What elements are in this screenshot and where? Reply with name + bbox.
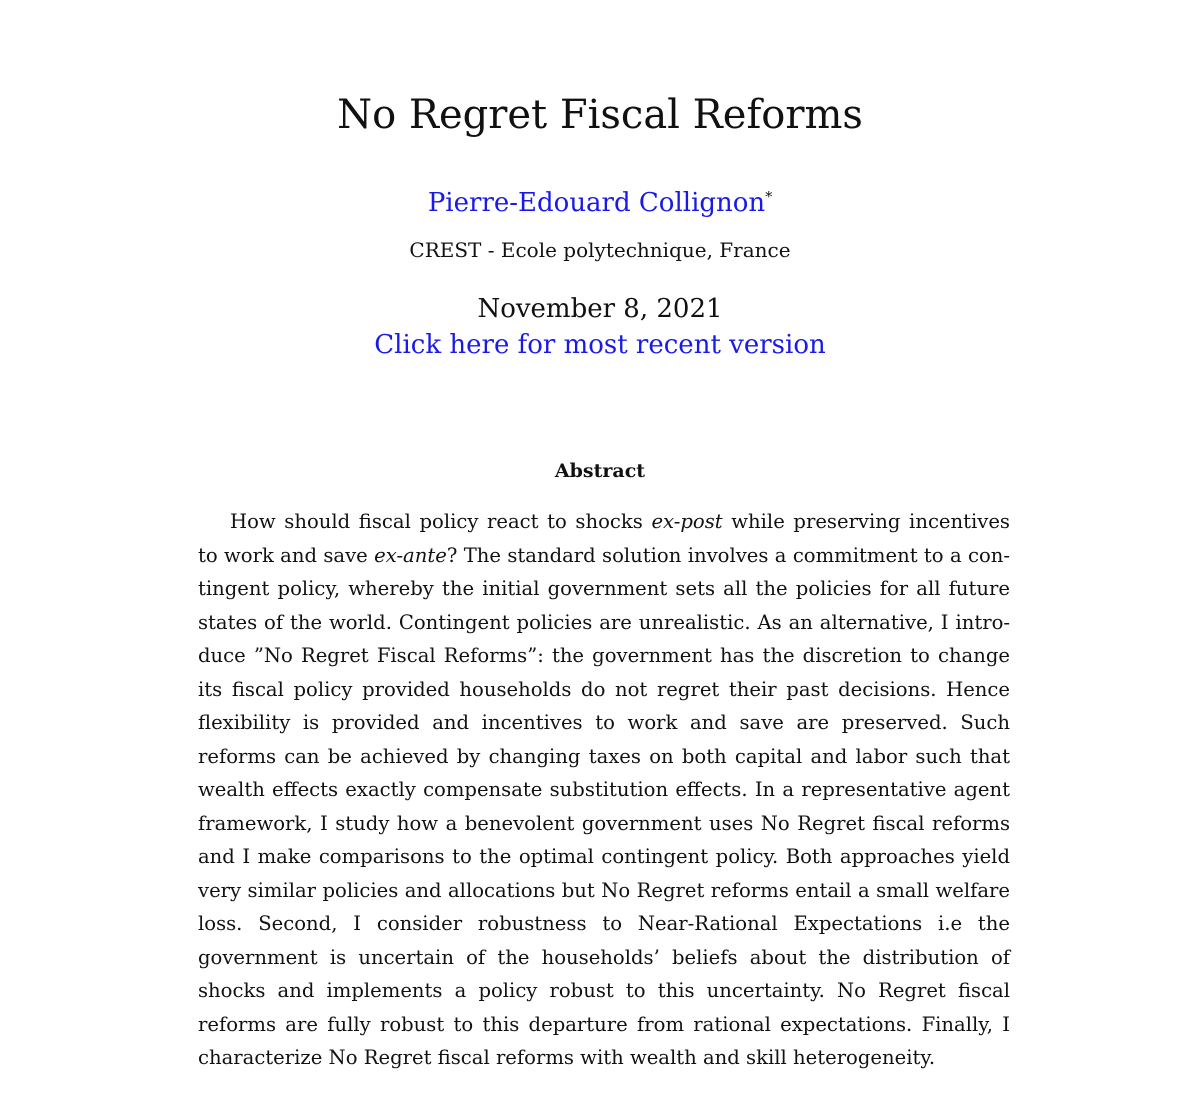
abstract-heading: Abstract [554, 460, 646, 482]
abstract-text-part: ? The standard solution involves a commitment to a contingent policy, whereby the initial government sets all the policies for all future states of the world. Contingent policies are unrealistic. As an alternative, I introduce ”No Regret Fiscal Reforms”: the government has the discretion to change its fiscal policy provided households do not regret their past decisions. Hence flexibility is provided and incentives to work and save are preserved. Such reforms can be achieved by changing taxes on both capital and labor such that wealth effects exactly compensate substitution effects. In a representative agent framework, I study how a benevolent government uses No Regret fiscal reforms and I make comparisons to the optimal contingent policy. Both approaches yield very similar policies and allocations but No Regret reforms entail a small welfare loss. Second, I consider robustness to Near-Rational Expectations i.e the government is uncertain of the households’ beliefs about the distribution of shocks and implements a policy robust to this uncertainty. No Regret fiscal reforms are fully robust to this departure from rational expectations. Finally, I characterize No Regret fiscal reforms with wealth and skill heterogeneity. [198, 543, 1010, 1069]
author-affiliation: CREST - Ecole polytechnique, France [409, 238, 791, 262]
publication-date: November 8, 2021 [477, 294, 723, 324]
recent-version-link[interactable]: Click here for most recent version [374, 330, 826, 360]
abstract-text [198, 505, 1010, 1075]
author-line [0, 188, 1200, 218]
abstract-emphasis-ex-post: ex-post [651, 510, 723, 533]
abstract-text-part: How should fiscal policy react to shocks [230, 510, 652, 533]
abstract-text-part: while preserving incentives to work and save [198, 510, 1010, 567]
abstract-emphasis-ex-ante: ex-ante [374, 543, 447, 567]
author-footnote-mark: * [765, 189, 773, 206]
paper-title: No Regret Fiscal Reforms [337, 92, 863, 138]
author-link[interactable]: Pierre-Edouard Collignon [427, 188, 766, 218]
